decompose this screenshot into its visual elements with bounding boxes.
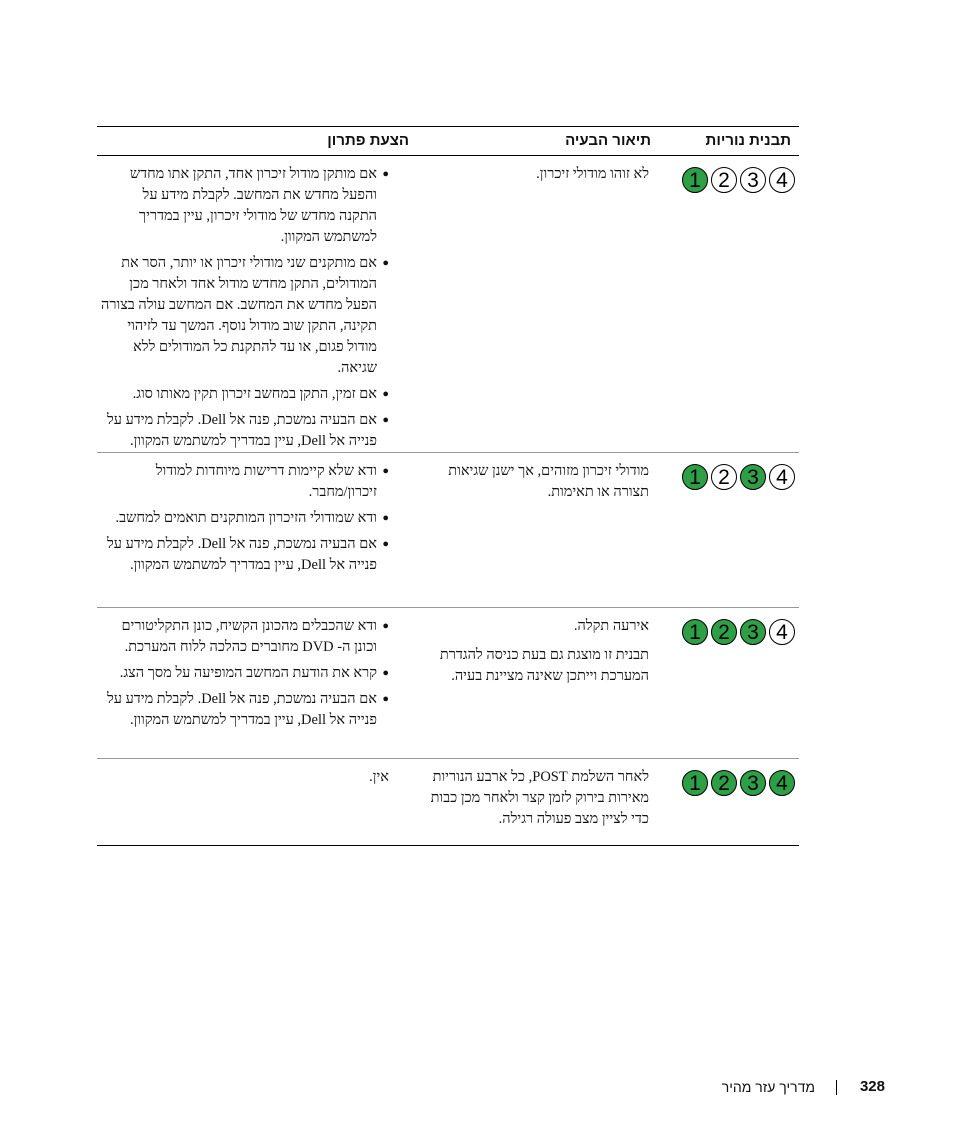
bullet-icon: ●	[382, 414, 389, 426]
bullet-icon: ●	[382, 620, 389, 632]
suggested-resolution	[101, 767, 389, 788]
table-row	[97, 759, 799, 846]
resolution-text: אם הבעיה נמשכת, פנה אל Dell. לקבלת מידע על פנייה אל Dell, עיין במדריך למשתמש המקוון.	[106, 412, 377, 449]
list-item	[101, 384, 389, 405]
description-text: תבנית זו מוצגת גם בעת כניסה להגדרת המערכת וייתכן שאינה מציינת בעיה.	[439, 647, 649, 684]
light-pattern	[682, 619, 795, 645]
diagnostic-light-4: 4	[769, 770, 795, 796]
resolution-text: קרא את הודעת המחשב המופיעה על מסך הצג.	[119, 665, 377, 681]
header-suggested-resolution: הצעת פתרון	[327, 132, 409, 149]
diagnostic-light-2: 2	[711, 619, 737, 645]
bullet-icon: ●	[382, 512, 389, 524]
light-pattern	[682, 464, 795, 490]
table-row	[97, 156, 799, 453]
problem-description	[414, 767, 649, 838]
list-item	[101, 164, 389, 248]
bullet-icon: ●	[382, 388, 389, 400]
bullet-icon: ●	[382, 693, 389, 705]
list-item	[101, 663, 389, 684]
resolution-text: ודא שהכבלים מהכונן הקשיח, כונן התקליטורים וכונן ה- DVD מחוברים כהלכה ללוח המערכת.	[121, 618, 377, 655]
description-text: לאחר השלמת POST, כל ארבע הנוריות מאירות בירוק לזמן קצר ולאחר מכן כבות כדי לציין מצב פעולה רגילה.	[430, 769, 649, 827]
table-header	[97, 126, 799, 156]
diagnostic-light-1: 1	[682, 464, 708, 490]
diagnostic-light-3: 3	[740, 167, 766, 193]
list-item	[101, 689, 389, 731]
list-item	[101, 616, 389, 658]
diagnostic-light-4: 4	[769, 167, 795, 193]
resolution-text: אם הבעיה נמשכת, פנה אל Dell. לקבלת מידע על פנייה אל Dell, עיין במדריך למשתמש המקוון.	[106, 691, 377, 728]
bullet-icon: ●	[382, 667, 389, 679]
description-text: לא זוהו מודולי זיכרון.	[536, 166, 649, 182]
diagnostic-light-2: 2	[711, 167, 737, 193]
resolution-text: אם זמין, התקן במחשב זיכרון תקין מאותו סוג.	[132, 386, 377, 402]
page-footer	[600, 1078, 885, 1100]
suggested-resolution	[101, 164, 389, 457]
diagnostic-light-1: 1	[682, 619, 708, 645]
table-row	[97, 608, 799, 759]
diagnostic-light-2: 2	[711, 770, 737, 796]
diagnostic-light-1: 1	[682, 770, 708, 796]
problem-description	[414, 461, 649, 511]
footer-title: מדריך עזר מהיר	[721, 1079, 815, 1095]
footer-divider	[836, 1080, 837, 1095]
suggested-resolution	[101, 461, 389, 581]
list-item	[101, 461, 389, 503]
light-pattern	[682, 770, 795, 796]
list-item	[101, 253, 389, 379]
problem-description	[414, 616, 649, 695]
diagnostic-lights-table	[97, 126, 799, 846]
diagnostic-light-4: 4	[769, 464, 795, 490]
suggested-resolution	[101, 616, 389, 736]
bullet-icon: ●	[382, 538, 389, 550]
list-item	[101, 410, 389, 452]
diagnostic-light-3: 3	[740, 464, 766, 490]
problem-description	[414, 164, 649, 193]
resolution-text: אין.	[369, 769, 389, 785]
description-text: אירעה תקלה.	[573, 618, 649, 634]
light-pattern	[682, 167, 795, 193]
resolution-text: ודא שמודולי הזיכרון המותקנים תואמים למחשב.	[115, 510, 377, 526]
bullet-icon: ●	[382, 465, 389, 477]
header-problem-description: תיאור הבעיה	[565, 132, 651, 149]
page-number: 328	[859, 1078, 885, 1095]
bullet-icon: ●	[382, 257, 389, 269]
resolution-text: ודא שלא קיימות דרישות מיוחדות למודול זיכרון/מחבר.	[155, 463, 377, 500]
list-item	[101, 508, 389, 529]
list-item	[101, 534, 389, 576]
header-light-pattern: תבנית נוריות	[705, 132, 791, 149]
resolution-text: אם הבעיה נמשכת, פנה אל Dell. לקבלת מידע על פנייה אל Dell, עיין במדריך למשתמש המקוון.	[106, 536, 377, 573]
diagnostic-light-3: 3	[740, 619, 766, 645]
bullet-icon: ●	[382, 168, 389, 180]
diagnostic-light-3: 3	[740, 770, 766, 796]
diagnostic-light-1: 1	[682, 167, 708, 193]
diagnostic-light-4: 4	[769, 619, 795, 645]
table-row	[97, 453, 799, 608]
resolution-text: אם מותקן מודול זיכרון אחד, התקן אתו מחדש והפעל מחדש את המחשב. לקבלת מידע על התקנה מחדש של מודולי זיכרון, עיין במדריך למשתמש המקוון.	[129, 166, 377, 245]
diagnostic-light-2: 2	[711, 464, 737, 490]
description-text: מודולי זיכרון מזוהים, אך ישנן שגיאות תצורה או תאימות.	[448, 463, 649, 500]
resolution-text: אם מותקנים שני מודולי זיכרון או יותר, הסר את המודולים, התקן מחדש מודול אחד ולאחר מכן הפעל מחדש את המחשב. אם המחשב עולה בצורה תקינה, התקן שוב מודול נוסף. המשך עד לזיהוי מודול פגום, או עד להתקנת כל המודולים ללא שגיאה.	[101, 255, 377, 376]
